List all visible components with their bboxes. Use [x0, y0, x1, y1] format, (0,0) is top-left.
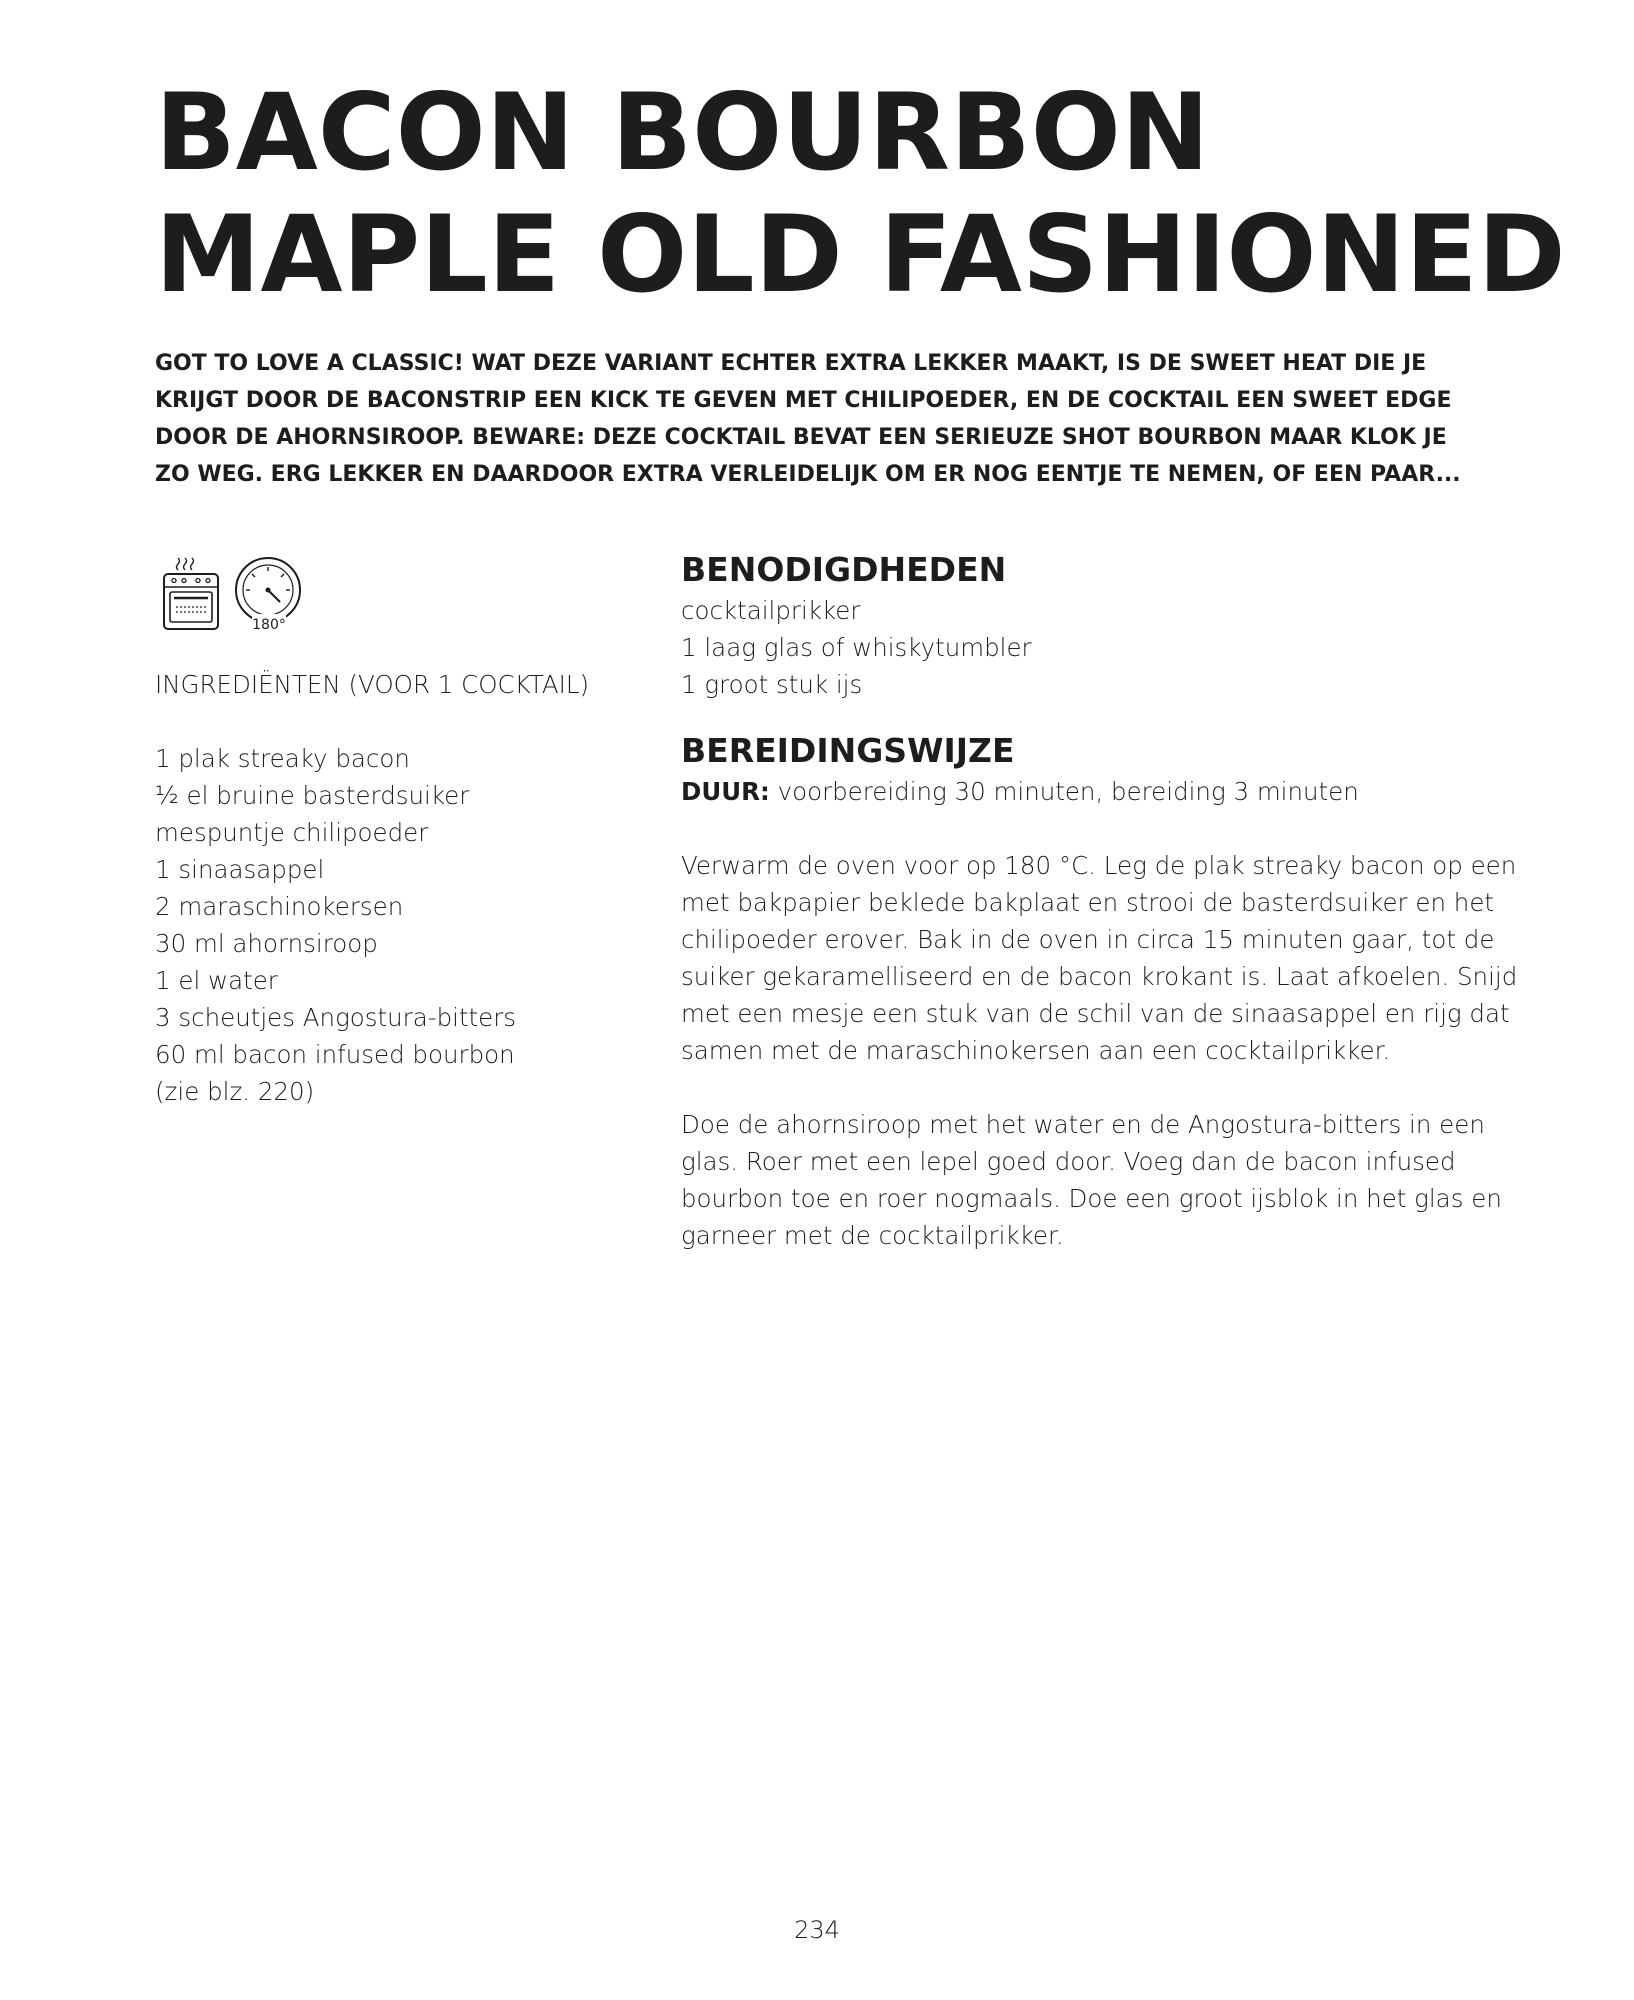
ingredient-item: 1 sinaasappel [155, 855, 325, 884]
ingredients-list [155, 740, 595, 1110]
cooking-icons [160, 552, 310, 642]
method-paragraph-1 [681, 847, 1521, 1069]
ingredient-item: 30 ml ahornsiroop [155, 929, 378, 958]
duration-value: voorbereiding 30 minuten, bereiding 3 minuten [769, 777, 1359, 806]
paragraph-line: met bakpapier beklede bakplaat en strooi de basterdsuiker en het [681, 888, 1495, 917]
intro-line: KRIJGT DOOR DE BACONSTRIP EEN KICK TE GEVEN MET CHILIPOEDER, EN DE COCKTAIL EEN SWEET EDGE [155, 388, 1452, 413]
paragraph-line: samen met de maraschinokersen aan een cocktailprikker. [681, 1036, 1391, 1065]
method-paragraph-2 [681, 1106, 1521, 1254]
title-line: BACON BOURBON [155, 71, 1210, 194]
ingredients-title: INGREDIËNTEN (VOOR 1 COCKTAIL) [155, 670, 590, 699]
equipment-item: cocktailprikker [681, 596, 861, 625]
title-line: MAPLE OLD FASHIONED [155, 193, 1566, 316]
intro-line: ZO WEG. ERG LEKKER EN DAARDOOR EXTRA VERLEIDELIJK OM ER NOG EENTJE TE NEMEN, OF EEN PAAR... [155, 462, 1461, 487]
intro-line: DOOR DE AHORNSIROOP. BEWARE: DEZE COCKTAIL BEVAT EEN SERIEUZE SHOT BOURBON MAAR KLOK JE [155, 425, 1447, 450]
paragraph-line: Doe de ahornsiroop met het water en de Angostura-bitters in een [681, 1110, 1485, 1139]
ingredient-item: mespuntje chilipoeder [155, 818, 429, 847]
ingredient-item: 2 maraschinokersen [155, 892, 404, 921]
duration-label: DUUR: [681, 777, 770, 806]
paragraph-line: suiker gekaramelliseerd en de bacon krokant is. Laat afkoelen. Snijd [681, 962, 1518, 991]
recipe-intro [155, 345, 1515, 493]
equipment-item: 1 laag glas of whiskytumbler [681, 633, 1032, 662]
oven-icon [160, 552, 310, 642]
recipe-title [155, 71, 1566, 316]
ingredient-item: 3 scheutjes Angostura-bitters [155, 1003, 517, 1032]
paragraph-line: glas. Roer met een lepel goed door. Voeg dan de bacon infused [681, 1147, 1456, 1176]
paragraph-line: garneer met de cocktailprikker. [681, 1221, 1064, 1250]
right-column [681, 548, 1521, 1254]
duration-line [681, 773, 1521, 810]
ingredient-item: ½ el bruine basterdsuiker [155, 781, 470, 810]
ingredient-item: 1 el water [155, 966, 278, 995]
paragraph-line: met een mesje een stuk van de schil van de sinaasappel en rijg dat [681, 999, 1510, 1028]
equipment-list [681, 592, 1521, 703]
page-number: 234 [794, 1916, 840, 1944]
paragraph-line: chilipoeder erover. Bak in de oven in circa 15 minuten gaar, tot de [681, 925, 1495, 954]
equipment-item: 1 groot stuk ijs [681, 670, 863, 699]
paragraph-line: Verwarm de oven voor op 180 °C. Leg de plak streaky bacon op een [681, 851, 1517, 880]
intro-line: GOT TO LOVE A CLASSIC! WAT DEZE VARIANT ECHTER EXTRA LEKKER MAAKT, IS DE SWEET HEAT DIE JE [155, 351, 1427, 376]
paragraph-line: bourbon toe en roer nogmaals. Doe een groot ijsblok in het glas en [681, 1184, 1502, 1213]
equipment-title: BENODIGDHEDEN [681, 550, 1007, 589]
method-title: BEREIDINGSWIJZE [681, 731, 1015, 770]
ingredient-item: (zie blz. 220) [155, 1077, 315, 1106]
ingredient-item: 60 ml bacon infused bourbon [155, 1040, 515, 1069]
ingredient-item: 1 plak streaky bacon [155, 744, 410, 773]
temperature-label: 180° [252, 617, 286, 633]
